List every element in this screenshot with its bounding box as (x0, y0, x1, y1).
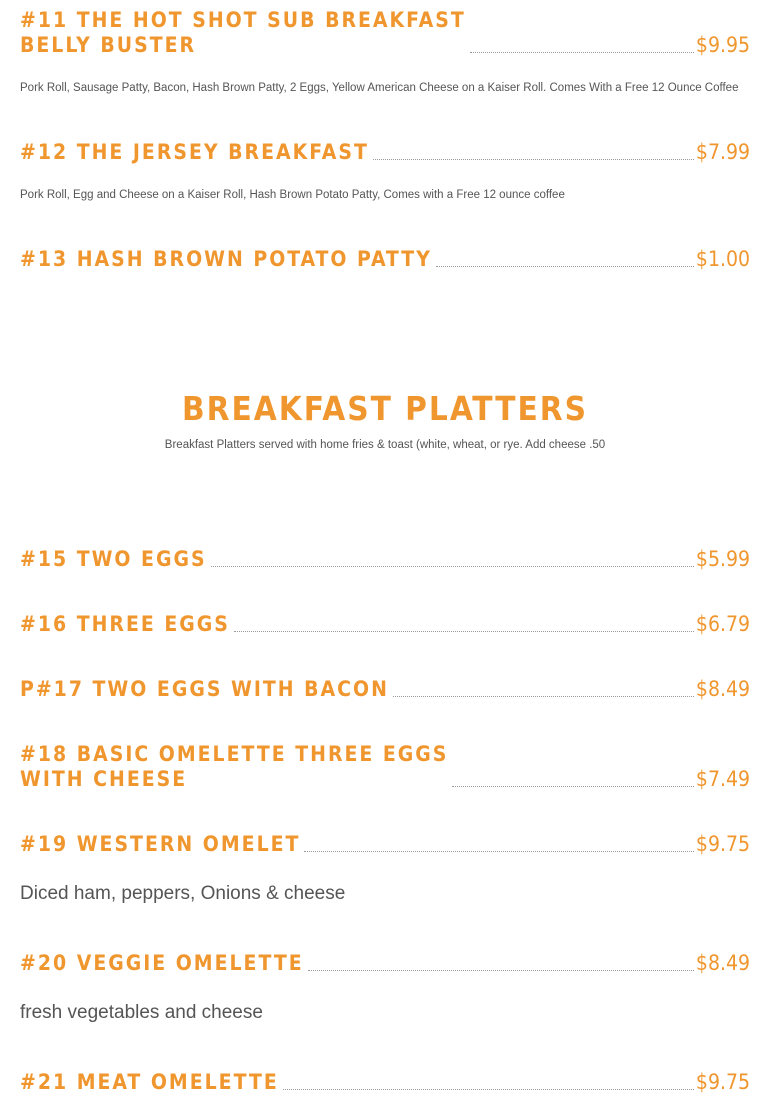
item-name: #11 THE HOT SHOT SUB BREAKFAST BELLY BUSTER (20, 8, 466, 57)
item-name: #21 MEAT OMELETTE (20, 1070, 279, 1094)
item-price: $5.99 (695, 547, 750, 571)
menu-item-19 (20, 832, 750, 857)
item-name: P#17 TWO EGGS WITH BACON (20, 677, 389, 701)
dotted-leader (234, 631, 694, 632)
item-price: $7.99 (695, 140, 750, 164)
item-description: Pork Roll, Sausage Patty, Bacon, Hash Brown Patty, 2 Eggs, Yellow American Cheese on a Kaiser Roll. Comes With a Free 12 Ounce Coffee (20, 82, 739, 94)
menu-item-11 (20, 8, 750, 58)
menu-item-21 (20, 1070, 750, 1095)
dotted-leader (393, 696, 694, 697)
item-price: $6.79 (695, 612, 750, 636)
menu-item-16 (20, 612, 750, 637)
dotted-leader (452, 786, 694, 787)
item-name: #18 BASIC OMELETTE THREE EGGS WITH CHEESE (20, 742, 449, 791)
menu-item-17 (20, 677, 750, 702)
item-description: Pork Roll, Egg and Cheese on a Kaiser Roll, Hash Brown Potato Patty, Comes with a Free 12 ounce coffee (20, 189, 565, 201)
item-name: #15 TWO EGGS (20, 547, 207, 571)
item-price: $9.75 (695, 832, 750, 856)
section-title: BREAKFAST PLATTERS (181, 389, 589, 428)
dotted-leader (436, 266, 694, 267)
menu-item-18 (20, 742, 750, 792)
menu-item-20 (20, 951, 750, 976)
menu-item-13 (20, 247, 750, 272)
menu-item-15 (20, 547, 750, 572)
dotted-leader (304, 851, 694, 852)
menu-item-12 (20, 140, 750, 165)
dotted-leader (470, 52, 694, 53)
item-name: #16 THREE EGGS (20, 612, 230, 636)
item-description: fresh vegetables and cheese (20, 1002, 263, 1023)
item-price: $8.49 (695, 951, 750, 975)
item-price: $9.95 (695, 33, 750, 57)
dotted-leader (308, 970, 694, 971)
item-price: $8.49 (695, 677, 750, 701)
item-name: #20 VEGGIE OMELETTE (20, 951, 304, 975)
dotted-leader (373, 159, 694, 160)
dotted-leader (211, 566, 694, 567)
item-name: #19 WESTERN OMELET (20, 832, 301, 856)
item-price: $7.49 (695, 767, 750, 791)
item-description: Diced ham, peppers, Onions & cheese (20, 883, 346, 904)
dotted-leader (283, 1089, 694, 1090)
section-subtitle: Breakfast Platters served with home fries & toast (white, wheat, or rye. Add cheese .50 (164, 439, 606, 451)
item-price: $1.00 (695, 247, 750, 271)
item-name: #13 HASH BROWN POTATO PATTY (20, 247, 432, 271)
item-name: #12 THE JERSEY BREAKFAST (20, 140, 369, 164)
item-price: $9.75 (695, 1070, 750, 1094)
